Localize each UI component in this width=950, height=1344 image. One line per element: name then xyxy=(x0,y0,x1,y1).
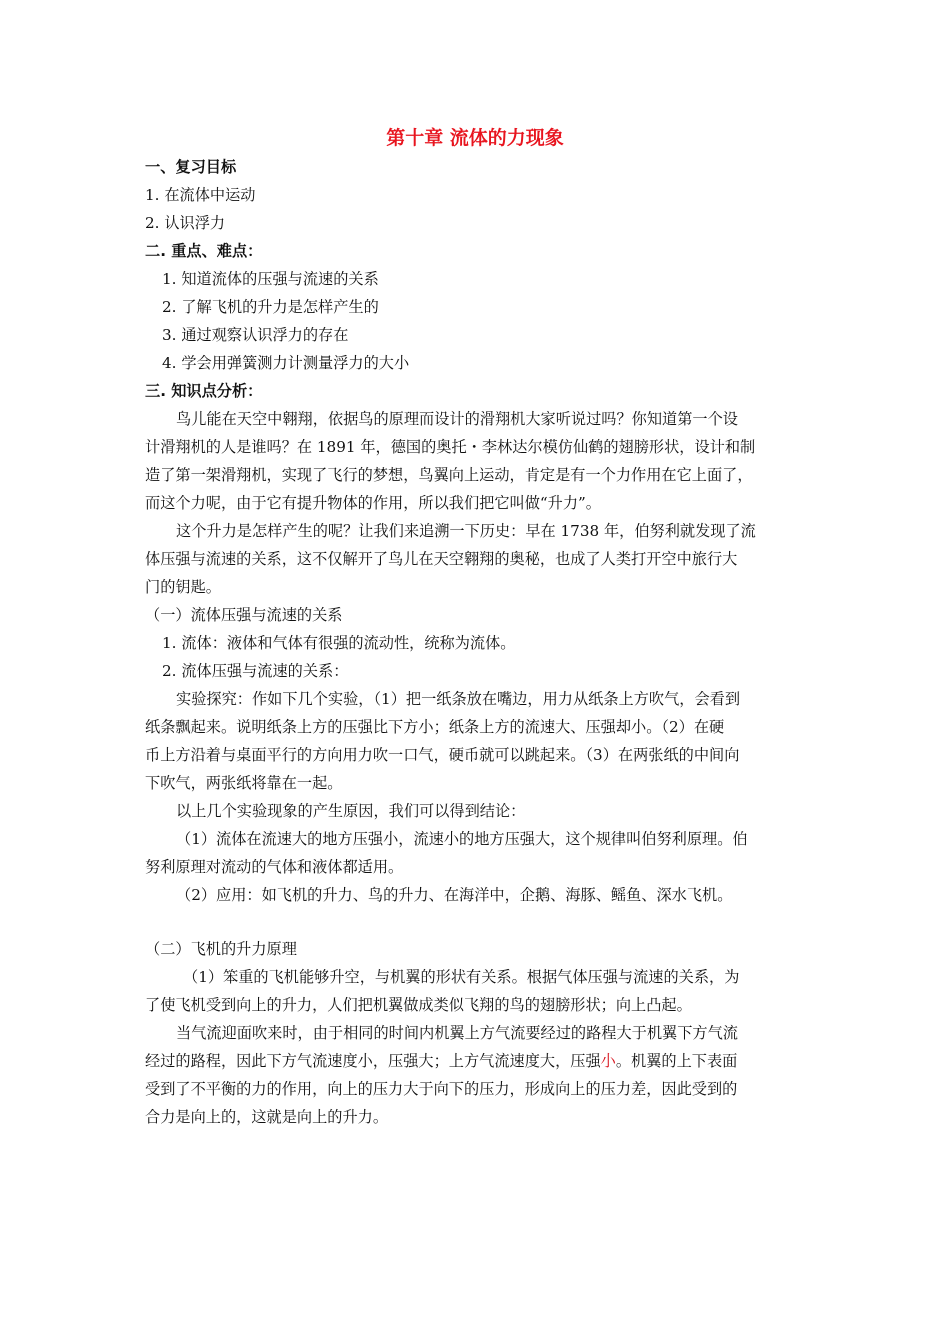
paragraph-line: （2）应用：如飞机的升力、鸟的升力、在海洋中，企鹅、海豚、鳐鱼、深水飞机。 xyxy=(176,886,733,904)
list-item: 4. 学会用弹簧测力计测量浮力的大小 xyxy=(162,354,410,372)
list-item: 3. 通过观察认识浮力的存在 xyxy=(162,326,349,344)
subsection-heading: （二）飞机的升力原理 xyxy=(145,940,297,958)
paragraph-line: 努利原理对流动的气体和液体都适用。 xyxy=(145,858,404,876)
paragraph-line: 实验探究：作如下几个实验，（1）把一纸条放在嘴边，用力从纸条上方吹气，会看到 xyxy=(176,690,741,708)
paragraph-line: 合力是向上的，这就是向上的升力。 xyxy=(145,1108,388,1126)
paragraph-line: 计滑翔机的人是谁吗？在 1891 年，德国的奥托・李林达尔模仿仙鹤的翅膀形状，设计和制 xyxy=(145,438,756,456)
section-heading-analysis: 三. 知识点分析： xyxy=(145,382,263,400)
paragraph-line xyxy=(145,1052,737,1071)
list-item: 1. 流体：液体和气体有很强的流动性，统称为流体。 xyxy=(162,634,516,652)
list-item: 2. 流体压强与流速的关系： xyxy=(162,662,349,680)
list-item: 1. 在流体中运动 xyxy=(145,186,256,204)
list-item: 1. 知道流体的压强与流速的关系 xyxy=(162,270,379,288)
paragraph-line: 体压强与流速的关系，这不仅解开了鸟儿在天空翱翔的奥秘，也成了人类打开空中旅行大 xyxy=(145,550,738,568)
highlighted-text: 小 xyxy=(600,1052,616,1070)
paragraph-line: 而这个力呢，由于它有提升物体的作用，所以我们把它叫做“升力”。 xyxy=(145,494,601,512)
paragraph-line: 当气流迎面吹来时，由于相同的时间内机翼上方气流要经过的路程大于机翼下方气流 xyxy=(176,1024,738,1042)
paragraph-line: （1）流体在流速大的地方压强小，流速小的地方压强大，这个规律叫伯努利原理。伯 xyxy=(176,830,748,848)
section-heading-review-goals: 一、复习目标 xyxy=(145,158,237,176)
paragraph-line: 受到了不平衡的力的作用，向上的压力大于向下的压力，形成向上的压力差，因此受到的 xyxy=(145,1080,738,1098)
paragraph-line: 以上几个实验现象的产生原因，我们可以得到结论： xyxy=(176,802,526,820)
paragraph-line: 下吹气，两张纸将靠在一起。 xyxy=(145,774,343,792)
paragraph-line: 了使飞机受到向上的升力，人们把机翼做成类似飞翔的鸟的翅膀形状；向上凸起。 xyxy=(145,996,692,1014)
text-run: 经过的路程，因此下方气流速度小，压强大；上方气流速度大，压强 xyxy=(145,1052,601,1070)
subsection-heading: （一）流体压强与流速的关系 xyxy=(145,606,343,624)
list-item: 2. 了解飞机的升力是怎样产生的 xyxy=(162,298,379,316)
section-heading-key-points: 二. 重点、难点： xyxy=(145,242,263,260)
paragraph-line: 门的钥匙。 xyxy=(145,578,221,596)
paragraph-line: 币上方沿着与桌面平行的方向用力吹一口气，硬币就可以跳起来。（3）在两张纸的中间向 xyxy=(145,746,740,764)
list-item: 2. 认识浮力 xyxy=(145,214,226,232)
paragraph-line: 这个升力是怎样产生的呢？让我们来追溯一下历史：早在 1738 年，伯努利就发现了流 xyxy=(176,522,756,540)
paragraph-line: 鸟儿能在天空中翱翔，依据鸟的原理而设计的滑翔机大家听说过吗？你知道第一个设 xyxy=(176,410,738,428)
paragraph-line: （1）笨重的飞机能够升空，与机翼的形状有关系。根据气体压强与流速的关系，为 xyxy=(183,968,740,986)
paragraph-line: 造了第一架滑翔机，实现了飞行的梦想，鸟翼向上运动，肯定是有一个力作用在它上面了， xyxy=(145,466,753,484)
text-run: 。机翼的上下表面 xyxy=(615,1052,738,1070)
paragraph-line: 纸条飘起来。说明纸条上方的压强比下方小；纸条上方的流速大、压强却小。（2）在硬 xyxy=(145,718,725,736)
page-title: 第十章 流体的力现象 xyxy=(386,127,564,149)
